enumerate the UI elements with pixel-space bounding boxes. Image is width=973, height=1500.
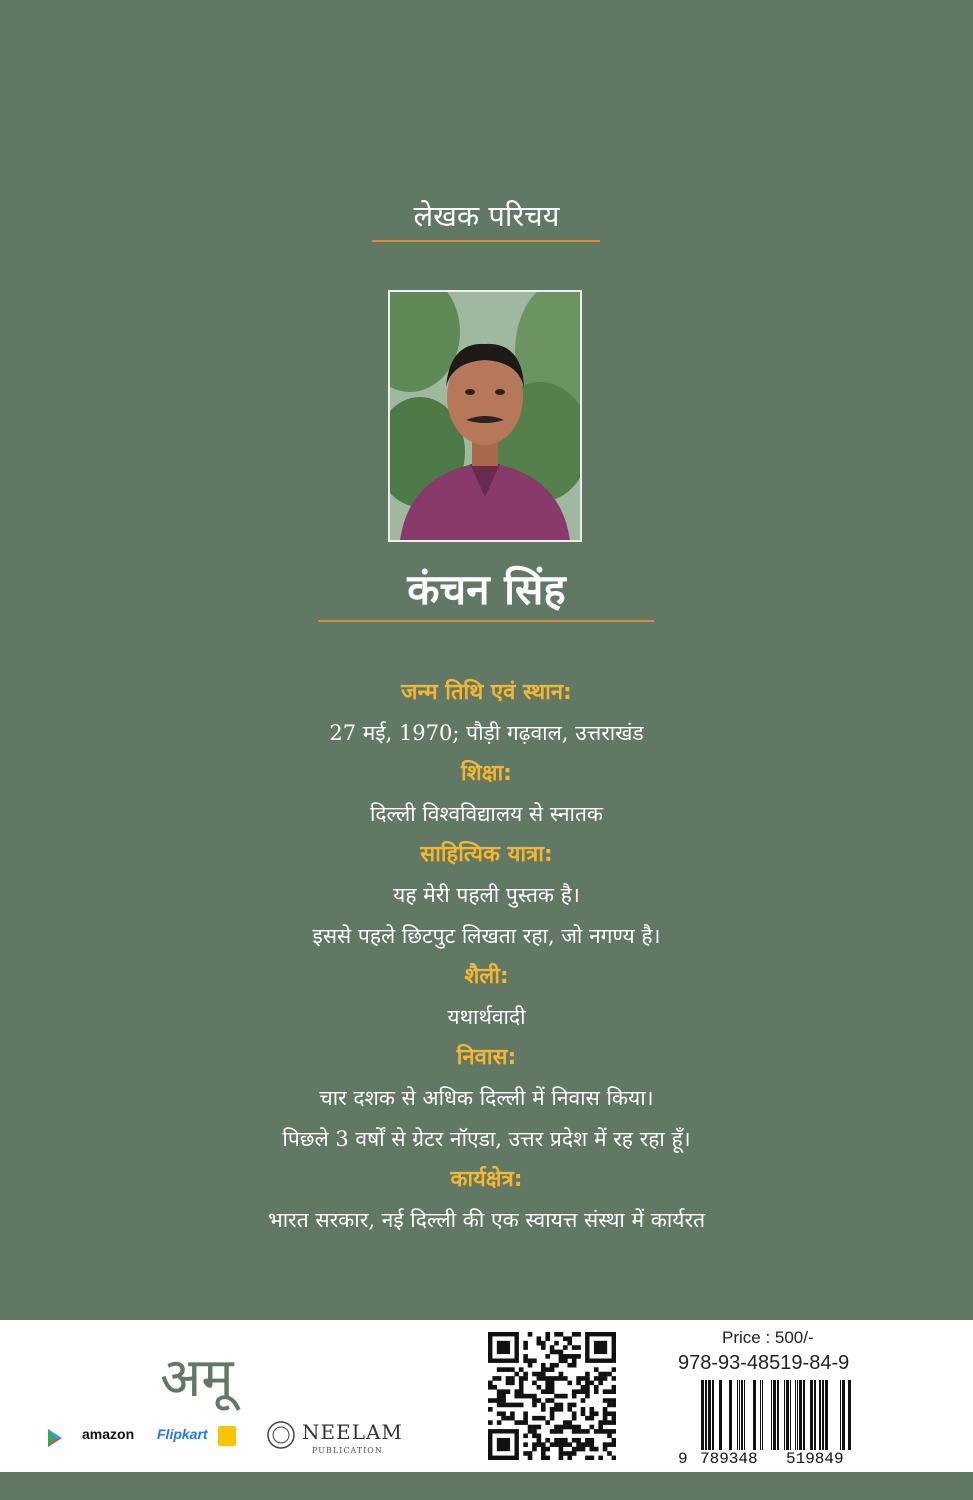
- author-bio: [0, 676, 973, 1244]
- bottom-strip: [0, 1472, 973, 1500]
- section-title: लेखक परिचय: [413, 199, 560, 233]
- bio-text-literary-1: यह मेरी पहली पुस्तक है।: [393, 883, 580, 907]
- author-underline: [318, 620, 654, 622]
- bio-heading-birth: जन्म तिथि एवं स्थान:: [401, 680, 572, 705]
- bio-text-residence-2: पिछले 3 वर्षों से ग्रेटर नॉएडा, उत्तर प्रदेश में रह रहा हूँ।: [282, 1127, 691, 1151]
- bio-heading-literary: साहित्यिक यात्रा:: [420, 842, 553, 867]
- barcode-digit-prefix: 9: [678, 1450, 688, 1468]
- price-label: Price : 500/-: [722, 1328, 814, 1347]
- play-store-icon[interactable]: [46, 1428, 64, 1452]
- publisher-seal-icon: [266, 1420, 296, 1454]
- barcode-digits-left: 789348: [700, 1450, 758, 1468]
- bio-text-education: दिल्ली विश्वविद्यालय से स्नातक: [369, 802, 604, 826]
- bio-text-residence-1: चार दशक से अधिक दिल्ली में निवास किया।: [319, 1086, 654, 1110]
- bio-heading-education: शिक्षा:: [461, 761, 512, 786]
- title-underline: [372, 240, 600, 242]
- author-name: कंचन सिंह: [407, 565, 566, 614]
- bio-text-literary-2: इससे पहले छिटपुट लिखता रहा, जो नगण्य है।: [312, 924, 661, 948]
- isbn-barcode: [690, 1380, 860, 1450]
- bio-text-style: यथार्थवादी: [447, 1005, 526, 1029]
- isbn-number: 978-93-48519-84-9: [678, 1352, 850, 1374]
- cover-footer: [0, 1320, 973, 1472]
- publisher-sub: PUBLICATION: [312, 1446, 383, 1455]
- bio-heading-residence: निवास:: [456, 1045, 517, 1070]
- flipkart-store-link[interactable]: Flipkart: [157, 1426, 208, 1442]
- bio-text-work: भारत सरकार, नई दिल्ली की एक स्वायत्त संस्था में कार्यरत: [267, 1208, 706, 1232]
- qr-code[interactable]: [488, 1332, 616, 1460]
- flipkart-icon: [218, 1426, 236, 1446]
- imprint-logo: अमू: [160, 1346, 234, 1409]
- amazon-store-link[interactable]: amazon: [82, 1426, 135, 1442]
- publisher-name: NEELAM: [302, 1420, 403, 1444]
- bio-text-birth: 27 मई, 1970; पौड़ी गढ़वाल, उत्तराखंड: [329, 721, 644, 745]
- bio-heading-work: कार्यक्षेत्र:: [450, 1167, 523, 1192]
- author-photo: [388, 290, 582, 542]
- barcode-digits-right: 519849: [786, 1450, 844, 1468]
- bio-heading-style: शैली:: [464, 964, 509, 989]
